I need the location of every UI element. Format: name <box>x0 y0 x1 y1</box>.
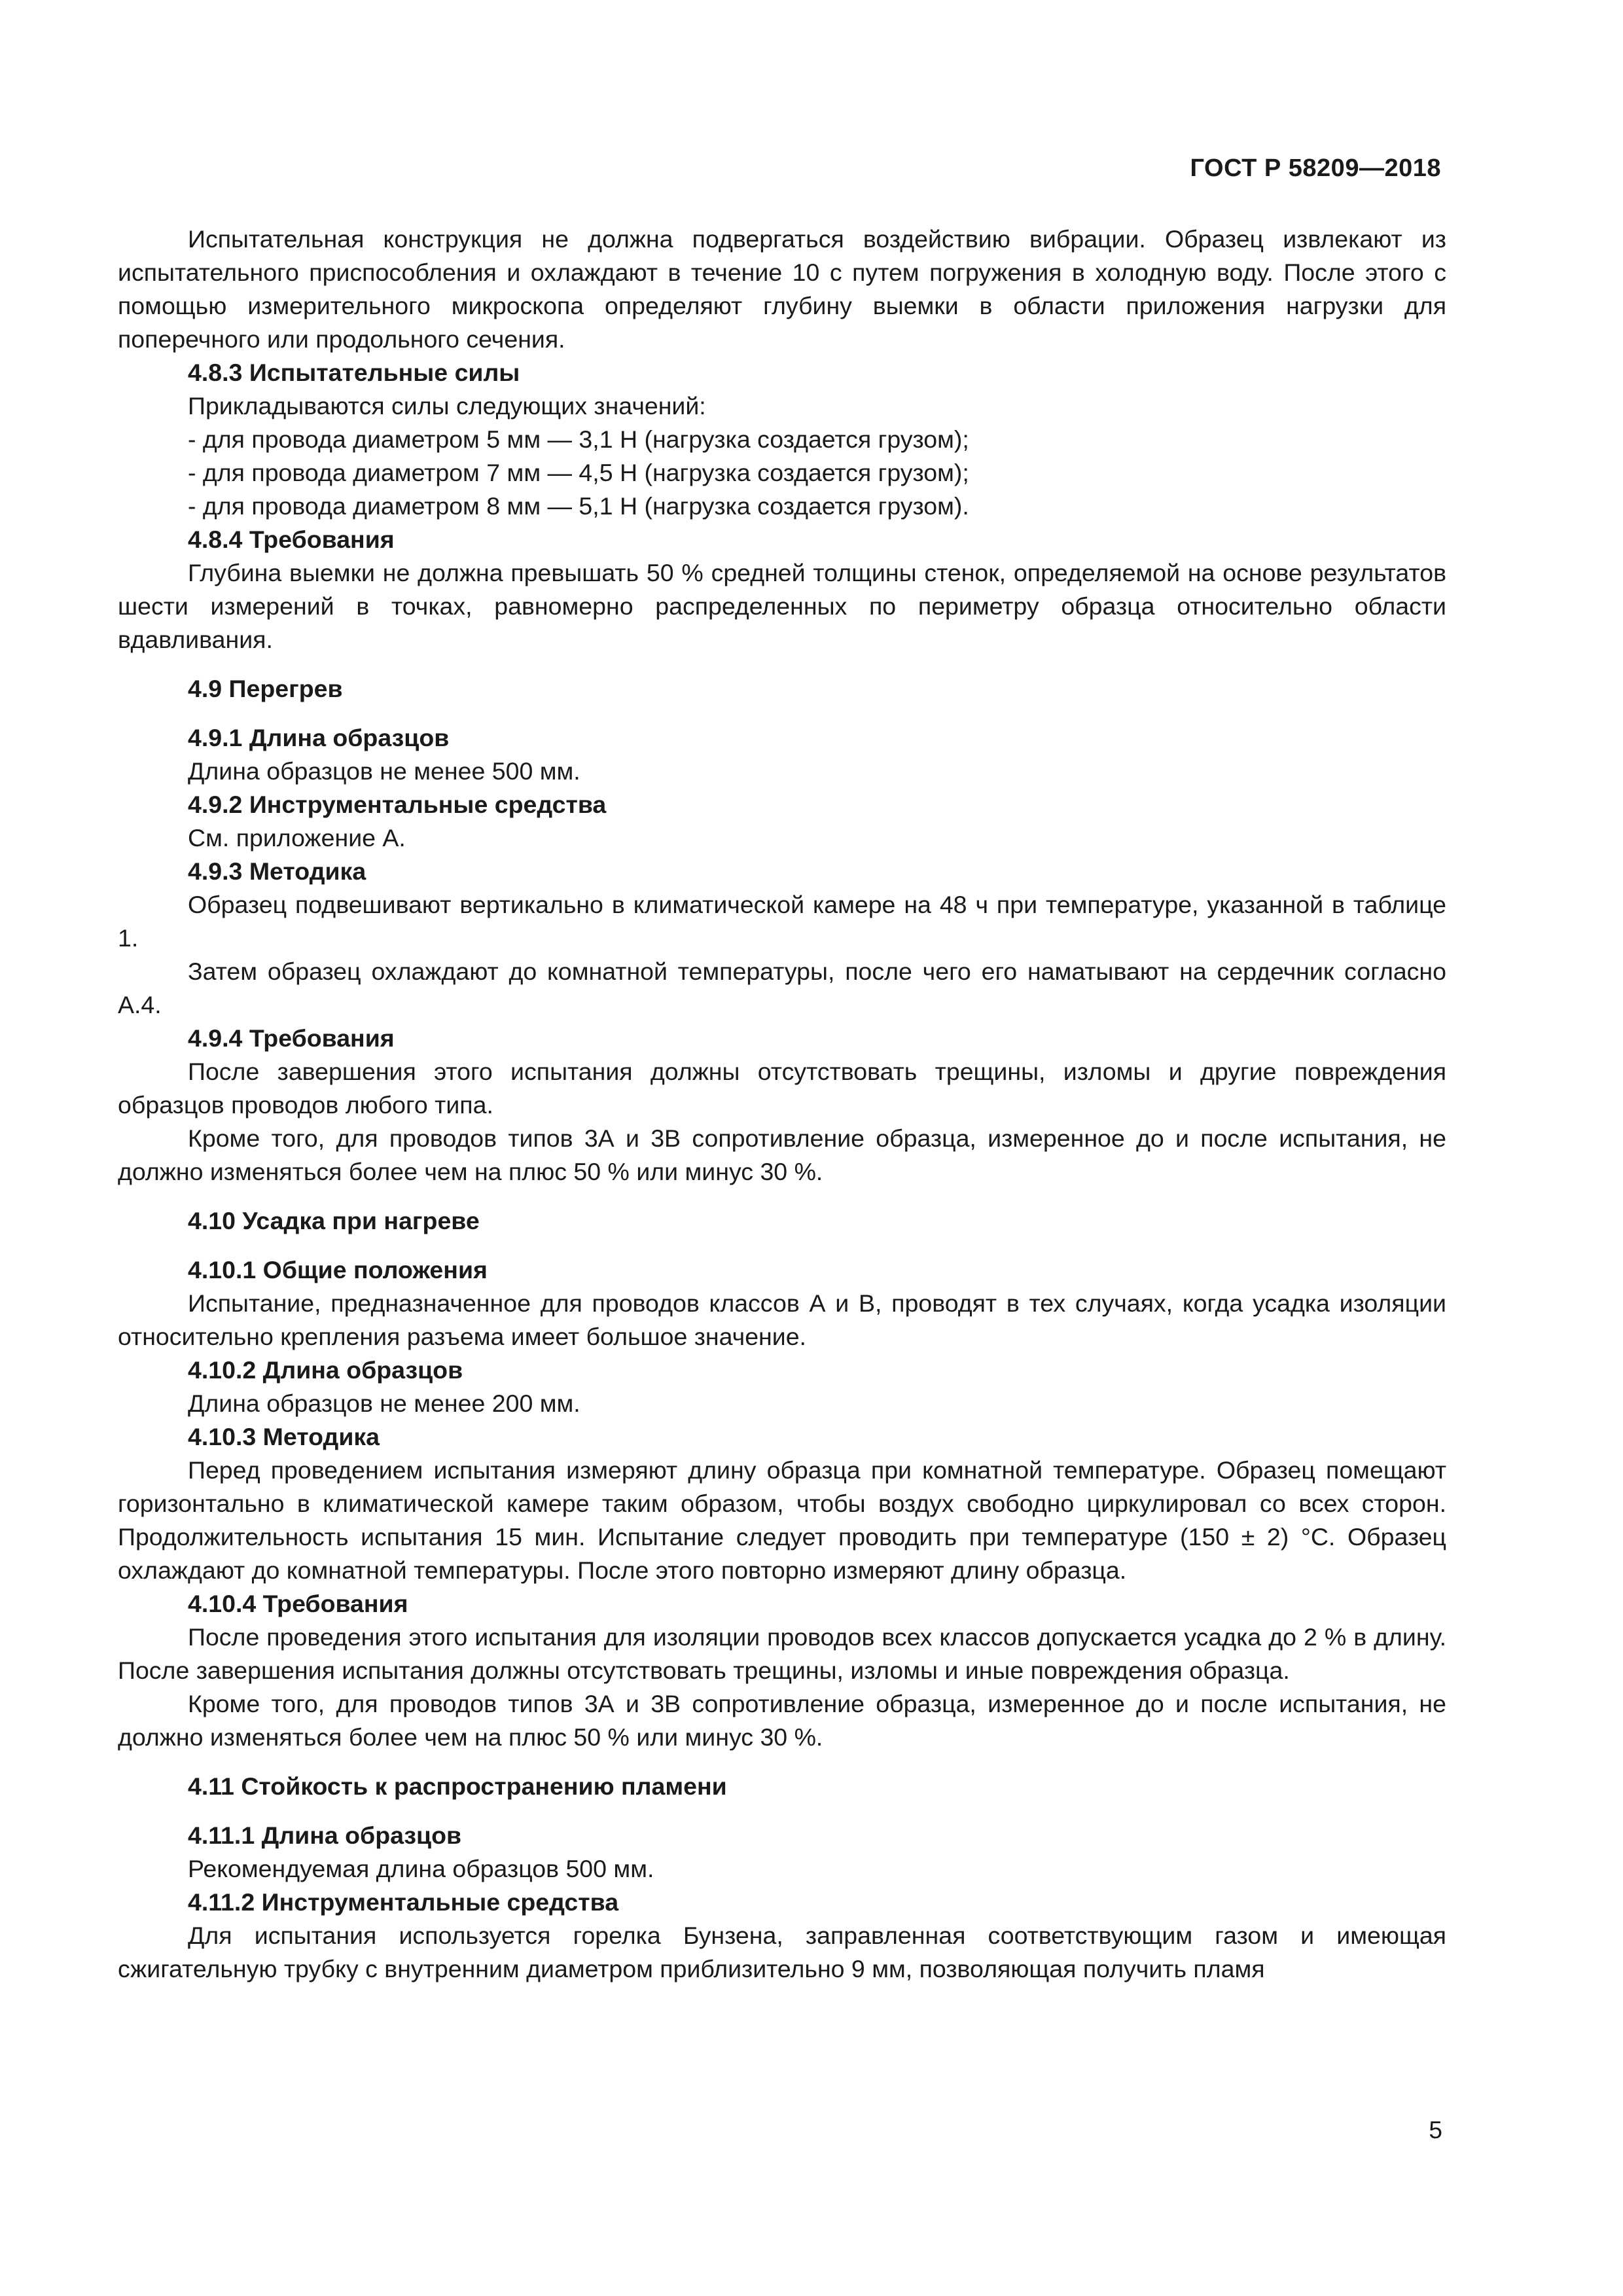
paragraph: Образец подвешивают вертикально в климатической камере на 48 ч при температуре, указанной в таблице 1. <box>118 891 1446 952</box>
paragraph: Затем образец охлаждают до комнатной температуры, после чего его наматывают на сердечник согласно А.4. <box>118 958 1446 1018</box>
subsection-heading-4-10-4: 4.10.4 Требования <box>188 1590 408 1617</box>
paragraph: После завершения этого испытания должны отсутствовать трещины, изломы и другие повреждения образцов проводов любого типа. <box>118 1058 1446 1119</box>
paragraph: Для испытания используется горелка Бунзена, заправленная соответствующим газом и имеющая сжигательную трубку с внутренним диаметром приблизительно 9 мм, позволяющая получить пламя <box>118 1922 1446 1982</box>
paragraph: Глубина выемки не должна превышать 50 % средней толщины стенок, определяемой на основе результатов шести измерений в точках, равномерно распределенных по периметру образца относительно области вдавливания. <box>118 559 1446 653</box>
subsection-heading-4-9-3: 4.9.3 Методика <box>188 857 366 885</box>
paragraph: Испытательная конструкция не должна подвергаться воздействию вибрации. Образец извлекают из испытательного приспособления и охлаждают в течение 10 с путем погружения в холодную воду. После этого с помощью измерительного микроскопа определяют глубину выемки в области приложения нагрузки для поперечного или продольного сечения. <box>118 225 1446 353</box>
subsection-heading-4-11-1: 4.11.1 Длина образцов <box>188 1821 462 1849</box>
subsection-heading-4-10-2: 4.10.2 Длина образцов <box>188 1356 463 1384</box>
subsection-heading-4-9-1: 4.9.1 Длина образцов <box>188 724 450 751</box>
list-item: - для провода диаметром 7 мм — 4,5 Н (нагрузка создается грузом); <box>188 459 969 486</box>
list-item: - для провода диаметром 8 мм — 5,1 Н (нагрузка создается грузом). <box>188 492 969 520</box>
paragraph: Длина образцов не менее 500 мм. <box>188 757 580 785</box>
page-number: 5 <box>1429 2117 1442 2144</box>
paragraph: Длина образцов не менее 200 мм. <box>188 1390 580 1417</box>
subsection-heading-4-9-4: 4.9.4 Требования <box>188 1024 395 1052</box>
subsection-heading-4-10-1: 4.10.1 Общие положения <box>188 1256 488 1283</box>
document-code-header: ГОСТ Р 58209—2018 <box>1190 154 1441 182</box>
paragraph: Рекомендуемая длина образцов 500 мм. <box>188 1855 654 1882</box>
subsection-heading-4-8-4: 4.8.4 Требования <box>188 526 395 553</box>
section-heading-4-10: 4.10 Усадка при нагреве <box>188 1207 480 1234</box>
subsection-heading-4-8-3: 4.8.3 Испытательные силы <box>188 359 520 386</box>
list-item: - для провода диаметром 5 мм — 3,1 Н (нагрузка создается грузом); <box>188 425 969 453</box>
paragraph: Кроме того, для проводов типов 3А и 3В сопротивление образца, измеренное до и после испытания, не должно изменяться более чем на плюс 50 % или минус 30 %. <box>118 1690 1446 1751</box>
paragraph: Перед проведением испытания измеряют длину образца при комнатной температуре. Образец помещают горизонтально в климатической камере таким образом, чтобы воздух свободно циркулировал со всех сторон. Продолжительность испытания 15 мин. Испытание следует проводить при температуре (150 ± 2) °С. Образец охлаждают до комнатной температуры. После этого повторно измеряют длину образца. <box>118 1456 1446 1584</box>
paragraph: Кроме того, для проводов типов 3А и 3В сопротивление образца, измеренное до и после испытания, не должно изменяться более чем на плюс 50 % или минус 30 %. <box>118 1124 1446 1185</box>
paragraph: См. приложение А. <box>188 824 406 852</box>
paragraph: Прикладываются силы следующих значений: <box>188 392 706 420</box>
section-heading-4-11: 4.11 Стойкость к распространению пламени <box>188 1772 727 1800</box>
paragraph: После проведения этого испытания для изоляции проводов всех классов допускается усадка до 2 % в длину. После завершения испытания должны отсутствовать трещины, изломы и иные повреждения образца. <box>118 1623 1446 1684</box>
document-body <box>118 223 1446 1986</box>
subsection-heading-4-11-2: 4.11.2 Инструментальные средства <box>188 1888 619 1916</box>
subsection-heading-4-10-3: 4.10.3 Методика <box>188 1423 380 1450</box>
section-heading-4-9: 4.9 Перегрев <box>188 675 343 702</box>
subsection-heading-4-9-2: 4.9.2 Инструментальные средства <box>188 791 607 818</box>
paragraph: Испытание, предназначенное для проводов классов А и В, проводят в тех случаях, когда усадка изоляции относительно крепления разъема имеет большое значение. <box>118 1289 1446 1350</box>
